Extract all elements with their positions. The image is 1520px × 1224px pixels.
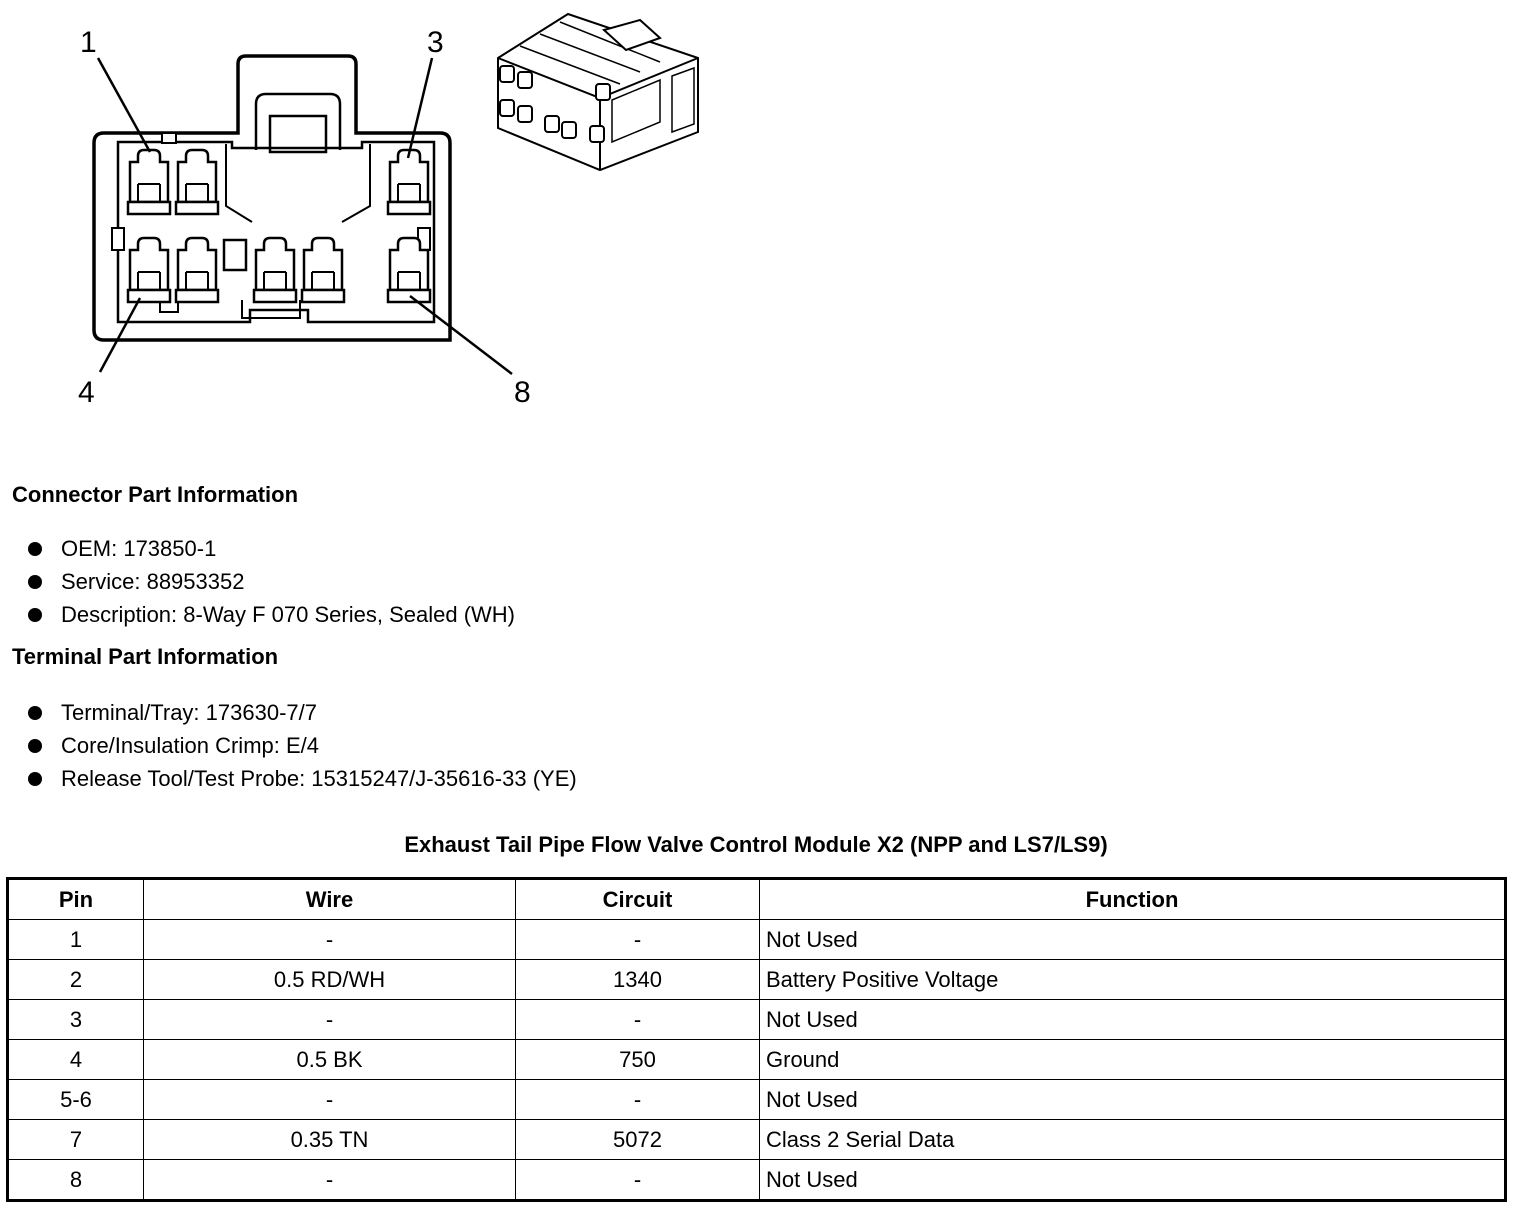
cell-circuit: - bbox=[516, 1000, 760, 1040]
column-header-function: Function bbox=[760, 879, 1506, 920]
cell-pin: 3 bbox=[8, 1000, 144, 1040]
table-row bbox=[8, 1120, 1506, 1160]
cell-wire: - bbox=[144, 920, 516, 960]
cell-pin: 8 bbox=[8, 1160, 144, 1201]
cell-circuit: - bbox=[516, 920, 760, 960]
pin-label-3: 3 bbox=[427, 26, 444, 59]
list-item: OEM: 173850-1 bbox=[28, 532, 515, 565]
table-row bbox=[8, 1080, 1506, 1120]
pin-labels bbox=[78, 26, 531, 409]
column-header-wire: Wire bbox=[144, 879, 516, 920]
connector-3d-icon bbox=[498, 14, 698, 170]
table-row bbox=[8, 1000, 1506, 1040]
cell-circuit: 5072 bbox=[516, 1120, 760, 1160]
cell-pin: 4 bbox=[8, 1040, 144, 1080]
cell-function: Not Used bbox=[760, 1000, 1506, 1040]
table-row bbox=[8, 1160, 1506, 1201]
pinout-table bbox=[6, 877, 1507, 1202]
list-item: Release Tool/Test Probe: 15315247/J-35616-33 (YE) bbox=[28, 762, 577, 795]
bullet-icon bbox=[28, 575, 42, 589]
cell-wire: 0.35 TN bbox=[144, 1120, 516, 1160]
cell-function: Not Used bbox=[760, 920, 1506, 960]
cell-pin: 5-6 bbox=[8, 1080, 144, 1120]
bullet-icon bbox=[28, 739, 42, 753]
cell-circuit: 750 bbox=[516, 1040, 760, 1080]
cell-pin: 2 bbox=[8, 960, 144, 1000]
cell-function: Not Used bbox=[760, 1080, 1506, 1120]
pin-label-1: 1 bbox=[80, 26, 97, 59]
bullet-icon bbox=[28, 542, 42, 556]
table-row bbox=[8, 1040, 1506, 1080]
pin-label-8: 8 bbox=[514, 376, 531, 409]
connector-diagram bbox=[0, 0, 720, 420]
bullet-icon bbox=[28, 706, 42, 720]
table-row bbox=[8, 920, 1506, 960]
list-item: Terminal/Tray: 173630-7/7 bbox=[28, 696, 577, 729]
cell-circuit: 1340 bbox=[516, 960, 760, 1000]
list-item: Core/Insulation Crimp: E/4 bbox=[28, 729, 577, 762]
pin-label-4: 4 bbox=[78, 376, 95, 409]
cell-circuit: - bbox=[516, 1160, 760, 1201]
cell-function: Battery Positive Voltage bbox=[760, 960, 1506, 1000]
connector-part-list bbox=[28, 532, 515, 631]
cell-circuit: - bbox=[516, 1080, 760, 1120]
cell-function: Class 2 Serial Data bbox=[760, 1120, 1506, 1160]
cell-wire: - bbox=[144, 1160, 516, 1201]
terminal-part-list bbox=[28, 696, 577, 795]
table-row bbox=[8, 960, 1506, 1000]
table-header-row bbox=[8, 879, 1506, 920]
cell-pin: 7 bbox=[8, 1120, 144, 1160]
list-item: Service: 88953352 bbox=[28, 565, 515, 598]
bullet-icon bbox=[28, 608, 42, 622]
list-item: Description: 8-Way F 070 Series, Sealed (WH) bbox=[28, 598, 515, 631]
bullet-icon bbox=[28, 772, 42, 786]
cell-function: Ground bbox=[760, 1040, 1506, 1080]
column-header-pin: Pin bbox=[8, 879, 144, 920]
cell-wire: 0.5 RD/WH bbox=[144, 960, 516, 1000]
table-title: Exhaust Tail Pipe Flow Valve Control Module X2 (NPP and LS7/LS9) bbox=[404, 832, 1108, 857]
terminal-part-heading: Terminal Part Information bbox=[12, 644, 279, 669]
connector-cavities bbox=[128, 150, 430, 302]
connector-part-heading: Connector Part Information bbox=[12, 482, 299, 507]
cell-wire: - bbox=[144, 1080, 516, 1120]
column-header-circuit: Circuit bbox=[516, 879, 760, 920]
cell-pin: 1 bbox=[8, 920, 144, 960]
cell-wire: - bbox=[144, 1000, 516, 1040]
cell-function: Not Used bbox=[760, 1160, 1506, 1201]
cell-wire: 0.5 BK bbox=[144, 1040, 516, 1080]
